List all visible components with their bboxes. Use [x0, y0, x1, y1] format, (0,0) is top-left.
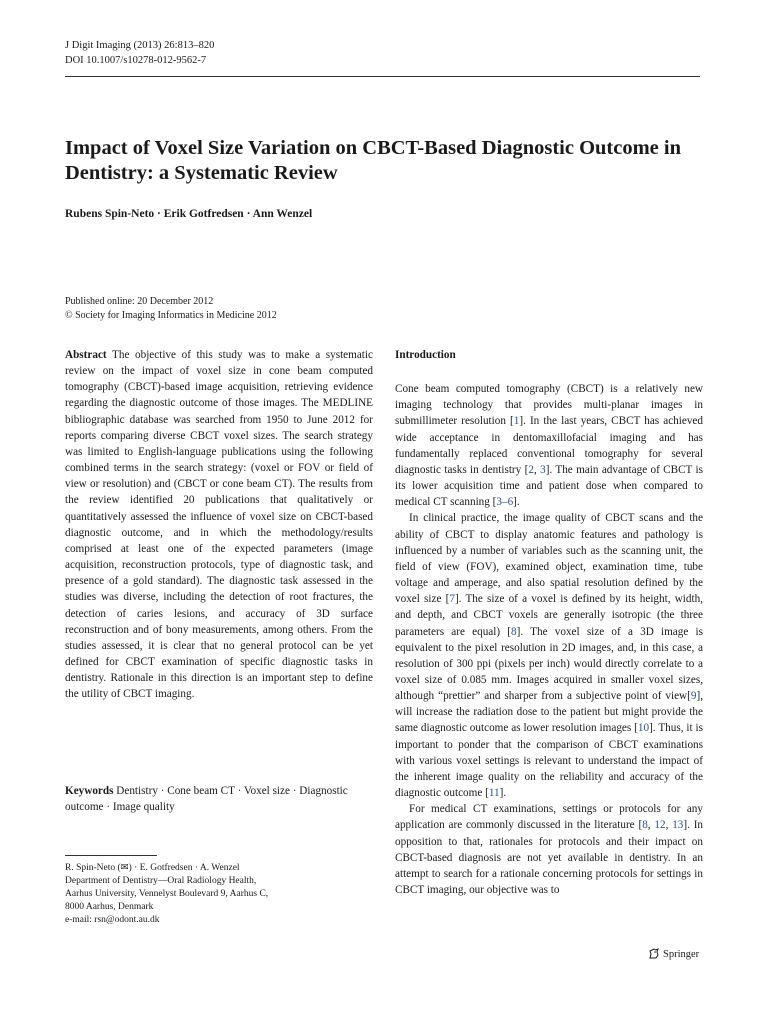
- citation-link[interactable]: 3–6: [496, 496, 514, 509]
- paragraph-text: ,: [533, 463, 541, 476]
- citation-link[interactable]: 9: [690, 690, 697, 703]
- intro-paragraph-2: [395, 510, 703, 801]
- affiliation-authors: R. Spin-Neto (✉) · E. Gotfredsen · A. Wenzel: [65, 863, 240, 873]
- footnote-divider: [65, 855, 157, 856]
- abstract-section: [65, 347, 373, 702]
- affiliation-city: 8000 Aarhus, Denmark: [65, 902, 154, 912]
- paragraph-text: ], will increase the radiation dose to the patient but might provide the same diagnostic outcome as lower resolution images [: [395, 690, 703, 735]
- paragraph-text: ]. The voxel size of a 3D image is equivalent to the pixel resolution in 2D images, and, in this case, a resolution of 300 ppi (pixels per inch) would directly correlate to a voxel size of 0.085 mm. Images acquired in smaller voxel sizes, although “prettier” and sharper from a subjective point of view[: [395, 625, 704, 703]
- intro-paragraph-3: [395, 801, 703, 898]
- paragraph-text: Cone beam computed tomography (CBCT) is a relatively new imaging technology that provides multi-planar images in submillimeter resolution [: [395, 383, 703, 428]
- paragraph-text: ]. Thus, it is important to ponder that the comparison of CBCT examinations with various voxel settings is relevant to understand the impact of the inherent image quality on the reliability and accuracy of the diagnostic outcome [: [395, 722, 704, 800]
- doi[interactable]: DOI 10.1007/s10278-012-9562-7: [65, 55, 207, 66]
- paragraph-text: ]. The size of a voxel is defined by its height, width, and depth, and CBCT voxels are generally isotropic (the three parameters are equal) [: [395, 593, 703, 638]
- citation-link[interactable]: 7: [449, 593, 455, 606]
- keywords-text: Dentistry · Cone beam CT · Voxel size · Diagnostic outcome · Image quality: [65, 785, 348, 813]
- publisher-logo: [648, 948, 699, 960]
- springer-horse-icon: [648, 948, 660, 960]
- journal-header: [65, 38, 214, 68]
- header-divider: [65, 76, 700, 77]
- journal-citation: J Digit Imaging (2013) 26:813–820: [65, 40, 215, 51]
- intro-paragraph-1: [395, 381, 703, 510]
- paragraph-text: ]. The main advantage of CBCT is its lower acquisition time and patient dose when compared to medical CT scanning [: [395, 463, 704, 509]
- abstract-text: The objective of this study was to make a systematic review on the impact of voxel size in cone beam computed tomography (CBCT)-based image acquisition, retrieving evidence regarding the diagnostic outcome of those images. The MEDLINE bibliographic database was searched from 1950 to June 2012 for reports comparing diverse CBCT voxel sizes. The search strategy was limited to English-language publications using the following combined terms in the search strategy: (voxel or FOV or field of view or resolution) and (CBCT or cone beam CT). The results from the review identified 20 publications that qualitatively or quantitatively assessed the influence of voxel size on CBCT-based diagnostic outcome, and in which the methodology/results comprised at least one of the expected parameters (image acquisition, reconstruction protocols, type of diagnostic task, and presence of a gold standard). The diagnostic task assessed in the studies was diverse, including the detection of root fractures, the detection of caries lesions, and accuracy of 3D surface reconstruction and of bony measurements, among others. From the studies assessed, it is clear that no general protocol can be yet defined for CBCT examination of specific diagnostic tasks in dentistry. Rationale in this direction is an important step to define the utility of CBCT imaging.: [65, 349, 373, 701]
- introduction-heading: Introduction: [395, 349, 456, 361]
- affiliation-department: Department of Dentistry—Oral Radiology Health,: [65, 876, 257, 886]
- citation-link[interactable]: 12: [654, 819, 666, 832]
- publisher-name: Springer: [663, 948, 700, 960]
- citation-link[interactable]: 13: [672, 819, 684, 832]
- citation-link[interactable]: 3: [540, 463, 546, 476]
- abstract-label: Abstract: [65, 349, 107, 361]
- publication-info: [65, 295, 277, 323]
- citation-link[interactable]: 10: [637, 722, 650, 735]
- citation-link[interactable]: 8: [642, 819, 648, 832]
- paragraph-text: ].: [499, 787, 507, 800]
- paragraph-text: ]. In opposition to that, rationales for protocols and their impact on CBCT-based diagnosis are not yet available in dentistry. In an attempt to search for a rationale concerning protocols for settings in CBCT imaging, our objective was to: [395, 819, 704, 896]
- author-affiliation: [65, 862, 373, 927]
- keywords-label: Keywords: [65, 785, 114, 797]
- affiliation-address: Aarhus University, Vennelyst Boulevard 9, Aarhus C,: [65, 889, 269, 899]
- keywords-section: [65, 783, 373, 815]
- paragraph-text: ,: [665, 819, 673, 832]
- paragraph-text: ].: [513, 496, 520, 509]
- copyright-notice: © Society for Imaging Informatics in Medicine 2012: [65, 310, 277, 321]
- citation-link[interactable]: 8: [511, 625, 517, 638]
- introduction-section: [395, 347, 703, 898]
- citation-link[interactable]: 2: [528, 463, 534, 476]
- citation-link[interactable]: 11: [488, 787, 500, 800]
- paragraph-text: For medical CT examinations, settings or protocols for any application are commonly discussed in the literature [: [395, 803, 703, 832]
- abstract-paragraph: [65, 347, 373, 702]
- citation-link[interactable]: 1: [513, 415, 520, 428]
- author-list: Rubens Spin-Neto · Erik Gotfredsen · Ann Wenzel: [65, 208, 313, 220]
- paragraph-text: ,: [647, 819, 655, 832]
- contact-email[interactable]: e-mail: rsn@odont.au.dk: [65, 915, 160, 925]
- article-title: Impact of Voxel Size Variation on CBCT-Based Diagnostic Outcome in Dentistry: a Systematic Review: [65, 137, 681, 184]
- paragraph-text: In clinical practice, the image quality of CBCT scans and the ability of CBCT to display anatomic features and pathology is influenced by a number of variables such as the scanning unit, the field of view (FOV), examined object, examination time, tube voltage and amperage, and also spatial resolution defined by the voxel size [: [395, 512, 703, 606]
- paragraph-text: ]. In the last years, CBCT has achieved wide acceptance in dentomaxillofacial imaging and has fundamentally replaced conventional tomography for several diagnostic tasks in dentistry [: [395, 415, 703, 476]
- published-date: Published online: 20 December 2012: [65, 296, 214, 307]
